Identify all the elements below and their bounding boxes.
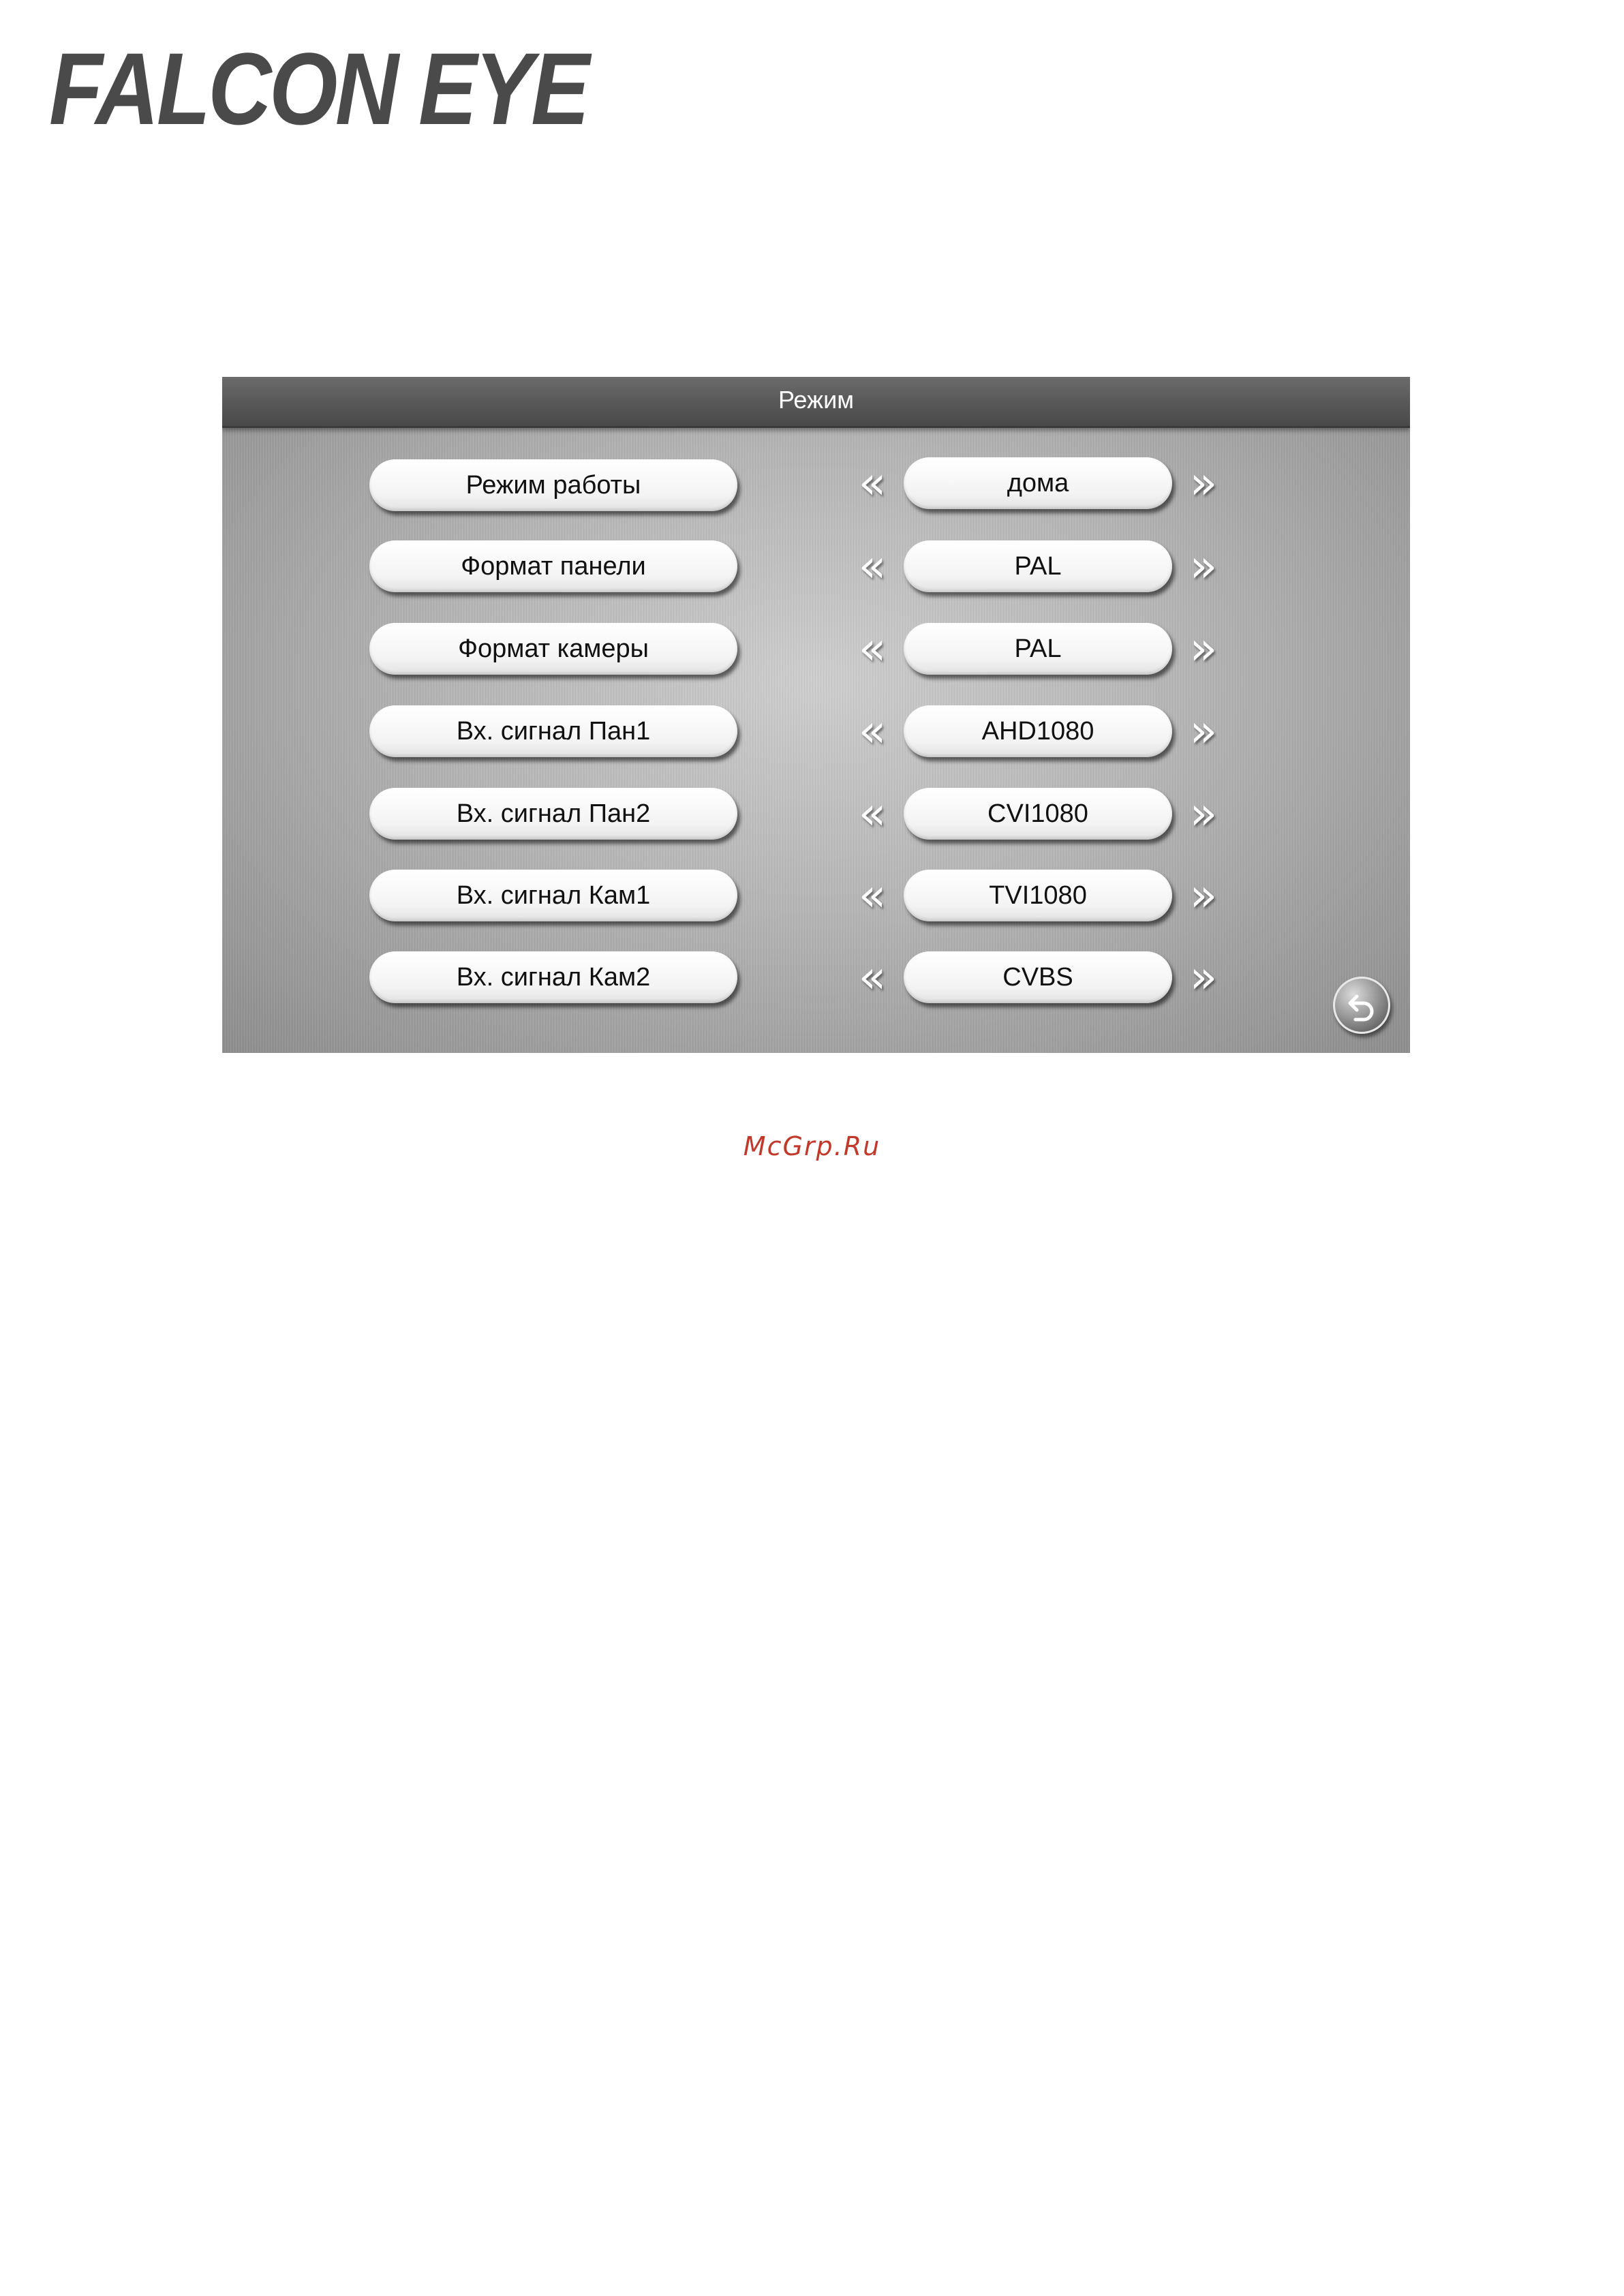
setting-value-operation-mode[interactable]: дома [904,457,1172,509]
back-button[interactable] [1333,977,1390,1034]
setting-label-panel-format: Формат панели [369,540,737,592]
double-chevron-left-icon[interactable]: « [858,787,887,840]
double-chevron-right-icon[interactable]: » [1189,869,1218,921]
title-bar [222,377,1410,428]
double-chevron-left-icon[interactable]: « [858,951,887,1003]
double-chevron-right-icon[interactable]: » [1189,705,1218,757]
double-chevron-left-icon[interactable]: « [858,705,887,757]
watermark: McGrp.Ru [743,1131,881,1161]
setting-label-input-signal-panel2: Вх. сигнал Пан2 [369,788,737,840]
falcon-eye-logo: FALCON EYE [49,31,587,146]
setting-value-input-signal-camera2[interactable]: CVBS [904,951,1172,1003]
double-chevron-left-icon[interactable]: « [858,540,887,592]
double-chevron-right-icon[interactable]: » [1189,787,1218,840]
setting-label-camera-format: Формат камеры [369,623,737,675]
mode-settings-screen [222,377,1410,1053]
setting-label-operation-mode: Режим работы [369,459,737,511]
double-chevron-left-icon[interactable]: « [858,869,887,921]
double-chevron-left-icon[interactable]: « [858,622,887,675]
setting-value-input-signal-panel2[interactable]: CVI1080 [904,788,1172,840]
double-chevron-left-icon[interactable]: « [858,457,887,509]
double-chevron-right-icon[interactable]: » [1189,540,1218,592]
double-chevron-right-icon[interactable]: » [1189,951,1218,1003]
setting-value-input-signal-panel1[interactable]: AHD1080 [904,705,1172,757]
setting-value-panel-format[interactable]: PAL [904,540,1172,592]
double-chevron-right-icon[interactable]: » [1189,622,1218,675]
setting-label-input-signal-panel1: Вх. сигнал Пан1 [369,705,737,757]
setting-value-camera-format[interactable]: PAL [904,623,1172,675]
setting-label-input-signal-camera1: Вх. сигнал Кам1 [369,870,737,921]
setting-label-input-signal-camera2: Вх. сигнал Кам2 [369,951,737,1003]
screen-title: Режим [778,386,854,414]
setting-value-input-signal-camera1[interactable]: TVI1080 [904,870,1172,921]
double-chevron-right-icon[interactable]: » [1189,457,1218,509]
back-arrow-icon [1345,988,1379,1022]
